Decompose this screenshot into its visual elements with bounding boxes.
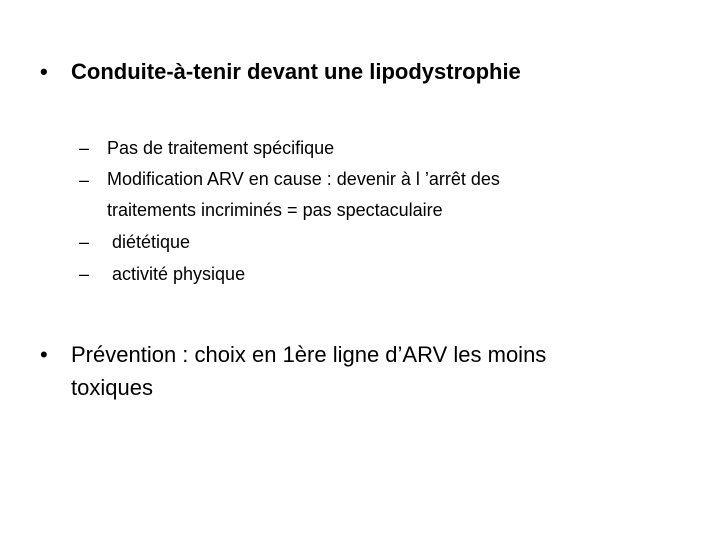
sub-item-text: activité physique [107, 264, 246, 284]
sub-item-text: Modification ARV en cause : devenir à l ’arrêt des [107, 169, 500, 189]
sub-item-modification-arv [79, 164, 639, 226]
sub-item-pas-de-traitement [79, 132, 639, 164]
bullet-marker: • [40, 342, 48, 367]
sub-item-text-continued: traitements incriminés = pas spectaculaire [107, 200, 443, 220]
sub-item-text: diététique [107, 232, 191, 252]
sub-item-dietetique [79, 226, 639, 258]
sub-item-activite-physique [79, 258, 639, 290]
sub-item-text: Pas de traitement spécifique [107, 138, 335, 158]
bullet-text: Prévention : choix en 1ère ligne d’ARV les moins [71, 342, 547, 367]
dash-marker: – [79, 138, 90, 158]
dash-marker: – [79, 232, 90, 252]
bullet-text-continued: toxiques [71, 375, 153, 400]
dash-marker: – [79, 170, 90, 190]
bullet-heading-text: Conduite-à-tenir devant une lipodystrophie [71, 59, 521, 84]
bullet-lipodystrophie [40, 57, 660, 86]
bullet-marker: • [40, 59, 48, 84]
bullet-line [40, 338, 660, 404]
bullet-prevention [40, 338, 660, 404]
dash-marker: – [79, 264, 90, 284]
bullet-line [40, 57, 660, 86]
sub-list [79, 132, 639, 290]
